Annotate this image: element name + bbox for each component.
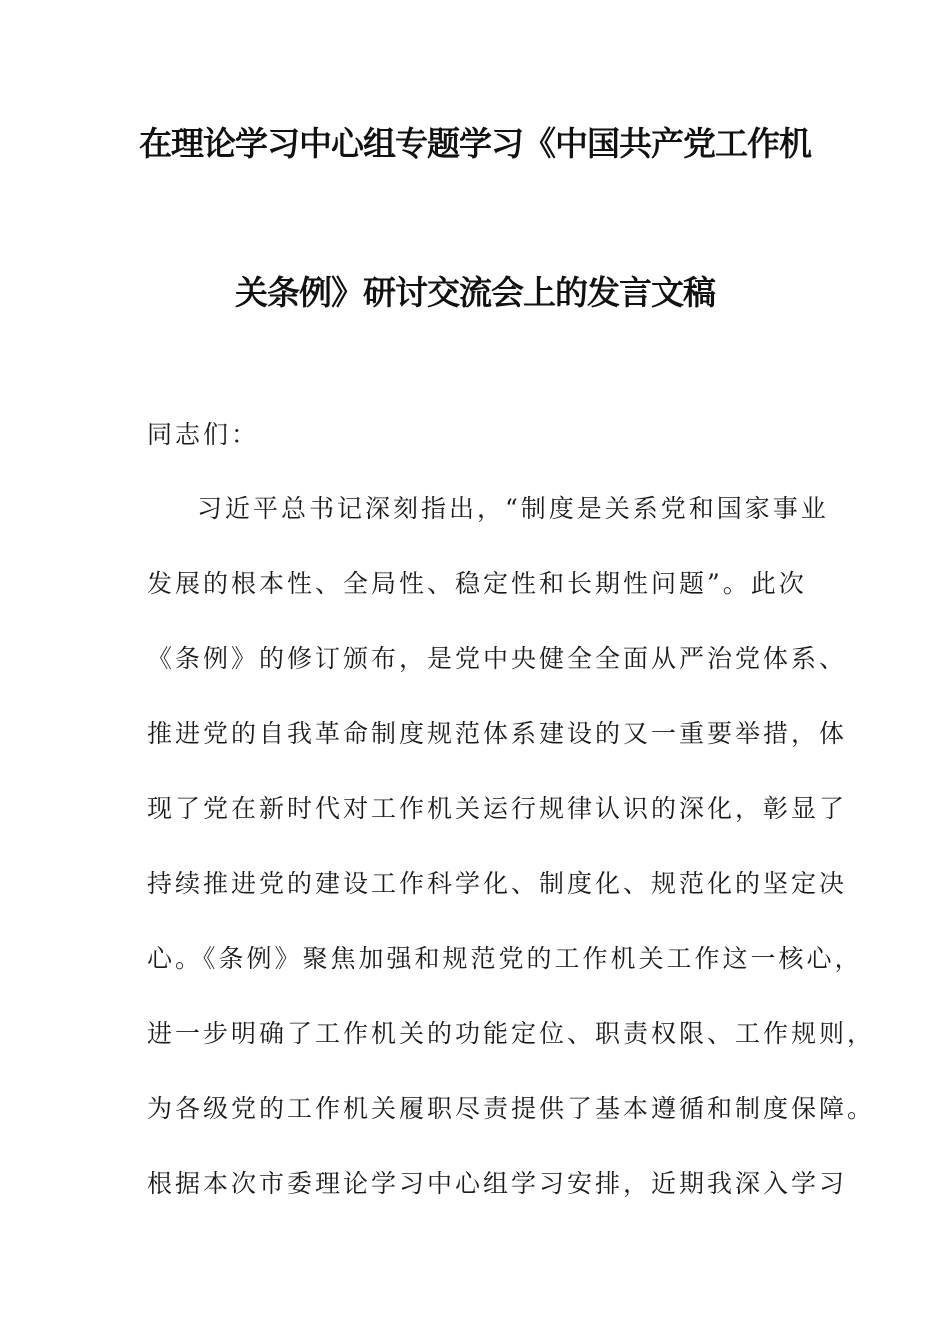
paragraph-line: 心。《条例》聚焦加强和规范党的工作机关工作这一核心，: [147, 944, 863, 973]
paragraph-line: 《条例》的修订颁布，是党中央健全全面从严治党体系、: [147, 644, 848, 673]
paragraph-line: 根据本次市委理论学习中心组学习安排，近期我深入学习: [147, 1169, 848, 1198]
document-title-line-2: 关条例》研讨交流会上的发言文稿: [235, 273, 715, 312]
paragraph-line: 习近平总书记深刻指出，“制度是关系党和国家事业: [197, 494, 829, 523]
document-title-line-1: 在理论学习中心组专题学习《中国共产党工作机: [139, 124, 811, 163]
paragraph-line: 现了党在新时代对工作机关运行规律认识的深化，彰显了: [147, 794, 848, 823]
salutation: 同志们：: [147, 420, 260, 449]
paragraph-line: 为各级党的工作机关履职尽责提供了基本遵循和制度保障。: [147, 1094, 876, 1123]
paragraph-line: 持续推进党的建设工作科学化、制度化、规范化的坚定决: [147, 869, 848, 898]
paragraph-line: 推进党的自我革命制度规范体系建设的又一重要举措，体: [147, 719, 848, 748]
paragraph-line: 发展的根本性、全局性、稳定性和长期性问题”。此次: [147, 569, 807, 598]
paragraph-line: 进一步明确了工作机关的功能定位、职责权限、工作规则，: [147, 1019, 876, 1048]
